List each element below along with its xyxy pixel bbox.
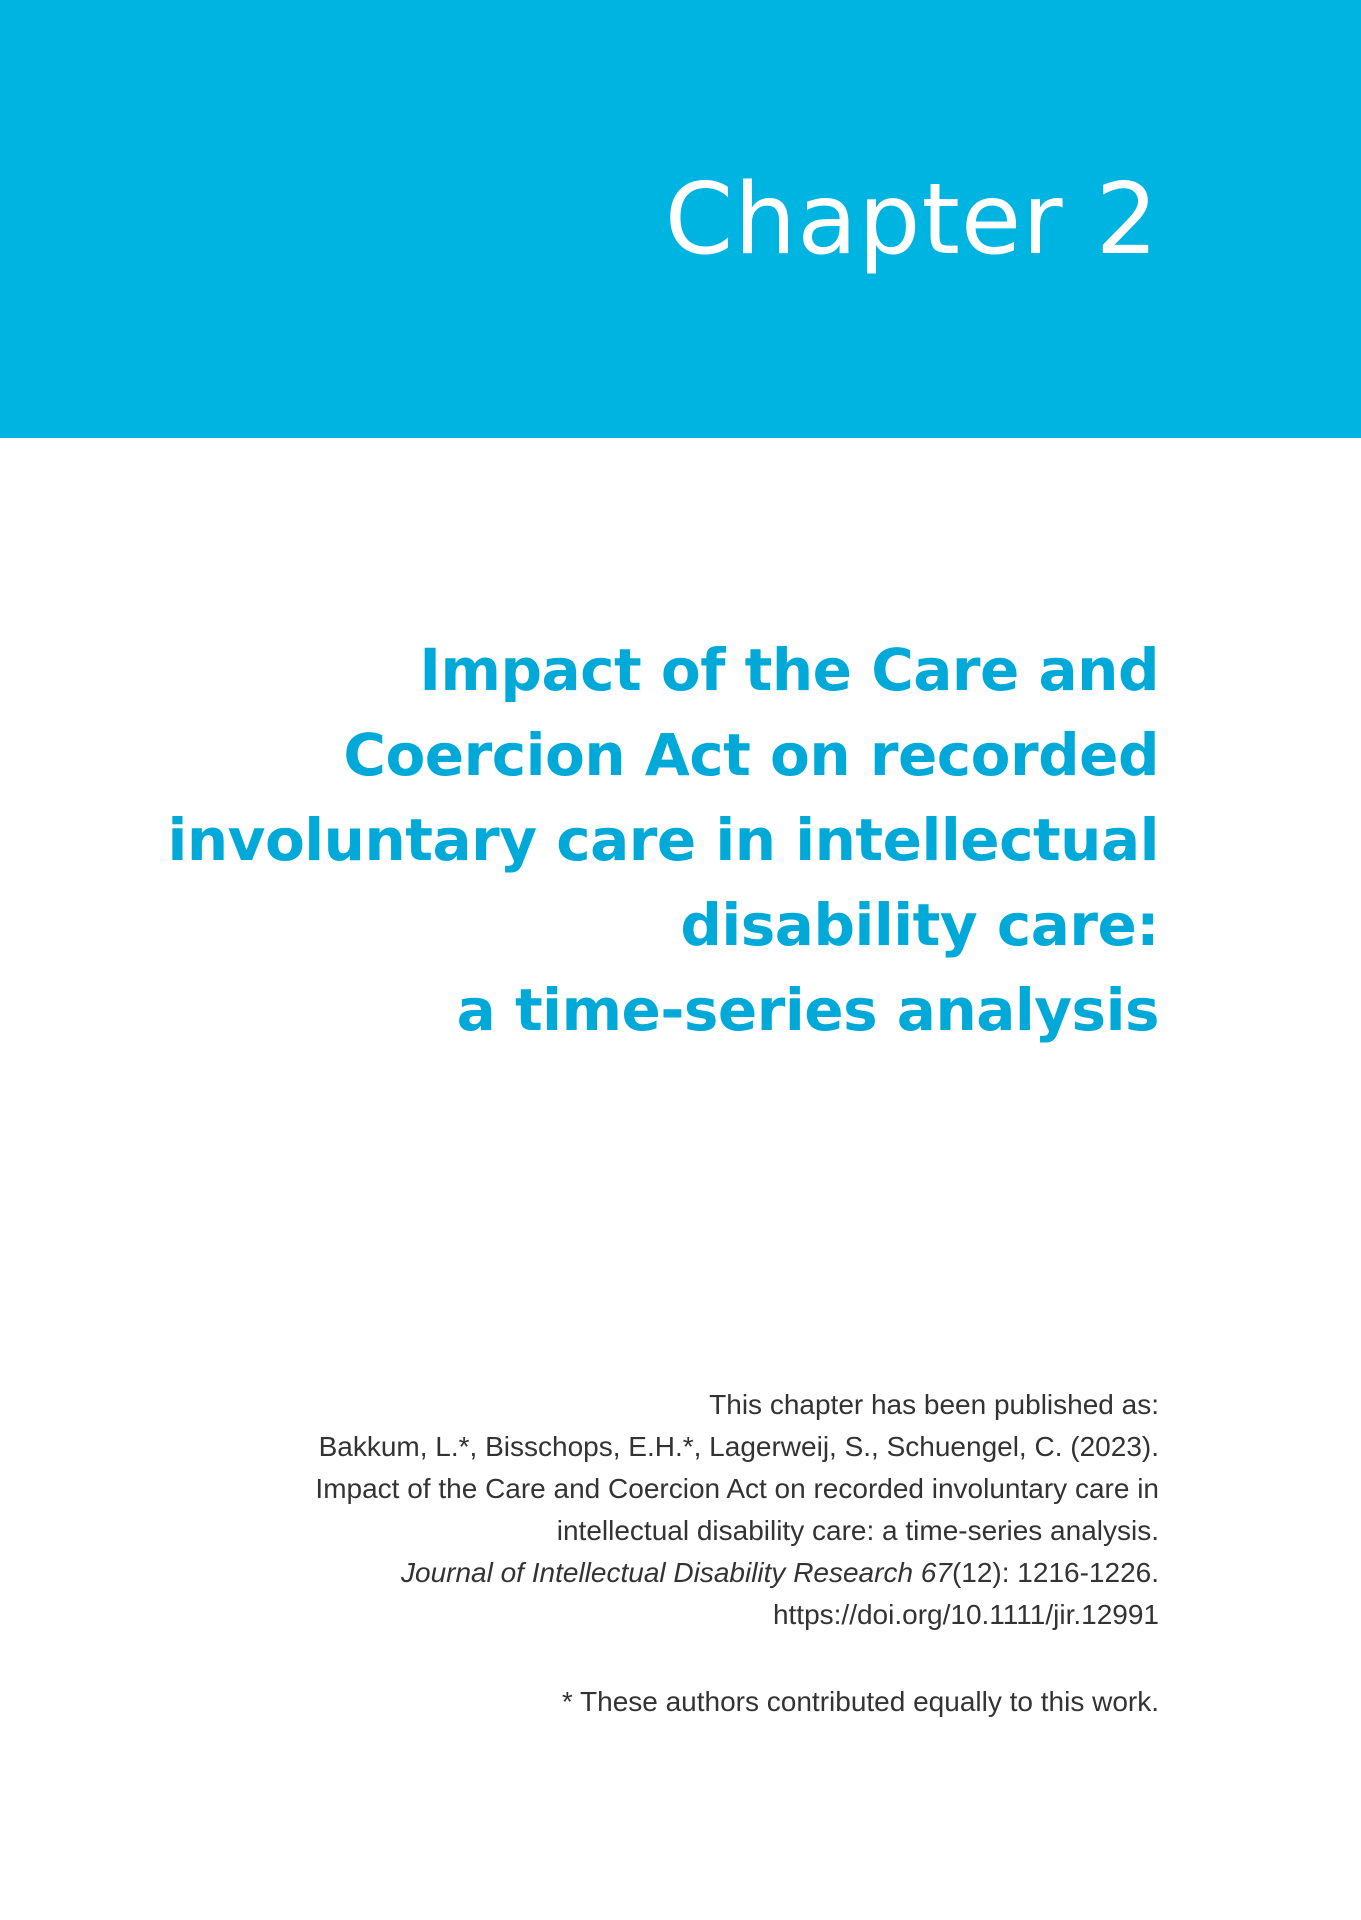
chapter-label: Chapter 2	[664, 163, 1159, 277]
chapter-title-line: Impact of the Care and	[419, 636, 1159, 704]
journal-name: Journal of Intellectual Disability Research 67	[401, 1557, 952, 1588]
chapter-title-line: a time-series analysis	[456, 976, 1159, 1044]
citation-journal	[159, 1552, 1159, 1594]
journal-details: (12): 1216-1226.	[951, 1557, 1159, 1588]
chapter-title-line: involuntary care in intellectual	[167, 806, 1159, 874]
citation-title-line: Impact of the Care and Coercion Act on recorded involuntary care in	[315, 1473, 1159, 1504]
citation-authors: Bakkum, L.*, Bisschops, E.H.*, Lagerweij, S., Schuengel, C. (2023).	[318, 1431, 1159, 1462]
citation-intro: This chapter has been published as:	[709, 1389, 1159, 1420]
chapter-banner	[0, 0, 1361, 438]
chapter-title	[159, 628, 1159, 1053]
publication-citation	[159, 1384, 1159, 1636]
doi-link[interactable]: https://doi.org/10.1111/jir.12991	[772, 1599, 1159, 1630]
chapter-title-line: disability care:	[680, 891, 1159, 959]
chapter-title-line: Coercion Act on recorded	[343, 721, 1159, 789]
citation-title-line: intellectual disability care: a time-series analysis.	[556, 1515, 1159, 1546]
equal-contribution-footnote: * These authors contributed equally to this work.	[561, 1686, 1159, 1717]
citation-doi-line	[159, 1594, 1159, 1636]
